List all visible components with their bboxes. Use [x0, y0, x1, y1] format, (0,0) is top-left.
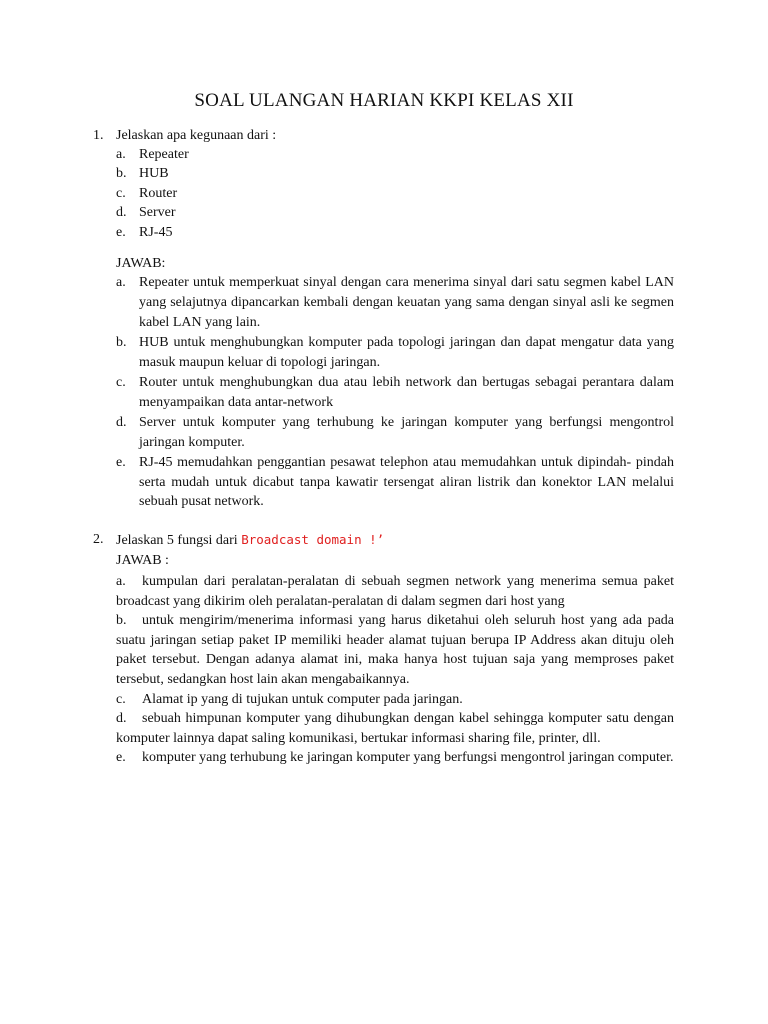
option-text: HUB	[139, 166, 169, 182]
question-text: Jelaskan apa kegunaan dari :	[116, 128, 277, 143]
answer-text: untuk mengirim/menerima informasi yang harus diketahui oleh seluruh host yang ada pada suatu jaringan setiap paket IP memiliki header alamat tujuan berupa IP Address akan dituju oleh paket tersebut. Dengan adanya alamat ini, maka hanya host tujuan saja yang memproses paket tersebut, sedangkan host lain akan mengabaikannya.	[116, 613, 674, 687]
answer-paragraph	[116, 611, 674, 689]
answer-paragraph	[116, 748, 674, 768]
question-1-answers	[116, 273, 674, 513]
option-text: Server	[139, 205, 176, 221]
option-letter: a.	[116, 147, 126, 162]
option-letter: c.	[116, 185, 126, 201]
answer-text: Router untuk menghubungkan dua atau lebih network dan bertugas sebagai perantara dalam menyampaikan data antar-network	[139, 374, 674, 410]
answer-text: Repeater untuk memperkuat sinyal dengan cara menerima sinyal dari satu segmen kabel LAN yang selajutnya dipancarkan kembali dengan keuatan yang sama dengan sinyal asli ke segmen kabel LAN yang lain.	[139, 275, 674, 330]
option-text: Repeater	[139, 147, 189, 162]
answer-letter: a.	[116, 275, 126, 290]
answer-letter: a.	[116, 574, 126, 589]
page-title: SOAL ULANGAN HARIAN KKPI KELAS XII	[194, 90, 574, 111]
question-text-prefix: Jelaskan 5 fungsi dari	[116, 533, 238, 548]
answer-letter: b.	[116, 613, 127, 629]
option-item	[116, 145, 189, 164]
answer-letter: d.	[116, 414, 127, 430]
option-text: RJ-45	[139, 224, 173, 240]
answer-letter: b.	[116, 334, 127, 350]
answer-label: JAWAB :	[116, 553, 169, 568]
answer-letter: d.	[116, 711, 127, 727]
answer-label: JAWAB:	[116, 256, 166, 271]
answer-item	[116, 273, 674, 332]
option-item	[116, 164, 189, 183]
question-number: 2.	[93, 532, 104, 547]
question-text	[116, 530, 384, 551]
question-1-options	[116, 145, 189, 242]
option-letter: d.	[116, 205, 127, 221]
option-item	[116, 203, 189, 222]
answer-text: sebuah himpunan komputer yang dihubungkan dengan kabel sehingga komputer satu dengan komputer lainnya dapat saling komunikasi, bertukar informasi sharing file, printer, dll.	[116, 711, 674, 746]
question-number: 1.	[93, 128, 104, 143]
answer-text: HUB untuk menghubungkan komputer pada topologi jaringan dan dapat mengatur data yang masuk maupun keluar di topologi jaringan.	[139, 334, 674, 370]
answer-paragraph	[116, 709, 674, 748]
answer-text: Alamat ip yang di tujukan untuk computer pada jaringan.	[142, 691, 463, 707]
answer-letter: c.	[116, 374, 126, 390]
answer-letter: e.	[116, 454, 126, 470]
answer-text: Server untuk komputer yang terhubung ke jaringan komputer yang berfungsi mengontrol jaringan komputer.	[139, 414, 674, 450]
answer-item	[116, 453, 674, 512]
answer-paragraph	[116, 572, 674, 611]
option-item	[116, 223, 189, 242]
question-2-answers	[116, 572, 674, 768]
answer-paragraph	[116, 690, 674, 710]
option-letter: b.	[116, 166, 127, 182]
option-item	[116, 184, 189, 203]
answer-item	[116, 333, 674, 373]
answer-letter: e.	[116, 750, 126, 766]
answer-item	[116, 413, 674, 453]
option-text: Router	[139, 185, 178, 201]
option-letter: e.	[116, 224, 126, 240]
answer-text: komputer yang terhubung ke jaringan komputer yang berfungsi mengontrol jaringan computer.	[142, 750, 674, 766]
answer-letter: c.	[116, 691, 126, 707]
answer-item	[116, 373, 674, 413]
answer-text: kumpulan dari peralatan-peralatan di sebuah segmen network yang menerima semua paket broadcast yang dikirim oleh peralatan-peralatan di dalam segmen dari host yang	[116, 574, 674, 609]
answer-text: RJ-45 memudahkan penggantian pesawat telephon atau memudahkan untuk dipindah- pindah serta mudah untuk dicabut tanpa kawatir tersengat aliran listrik dan konektor LAN melalui sebuah pusat network.	[139, 454, 674, 510]
question-highlight: Broadcast domain !’	[241, 532, 385, 547]
